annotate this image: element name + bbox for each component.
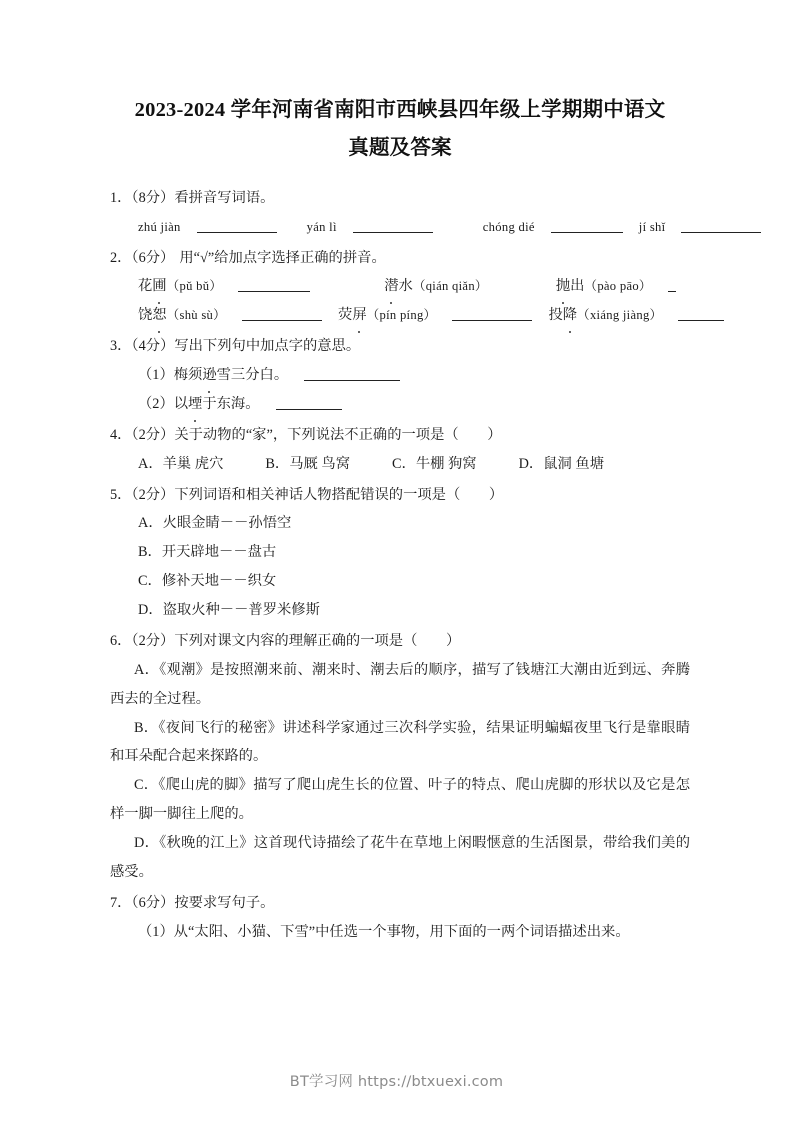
option-5-a-text: 火眼金睛－－孙悟空 — [162, 515, 292, 532]
page-title — [110, 92, 690, 168]
question-1-pinyin-row — [138, 213, 690, 242]
option-6-a-label: A． — [134, 661, 160, 678]
option-6-a[interactable] — [110, 656, 690, 714]
question-3-sub-2 — [138, 390, 690, 419]
word-raoshu-a: 饶 — [138, 307, 153, 324]
question-5-score: （2分） — [131, 486, 175, 503]
option-4-a-label: A． — [138, 455, 163, 472]
option-5-b-label: B． — [138, 544, 162, 561]
question-6 — [110, 627, 690, 887]
option-5-d-label: D． — [138, 602, 163, 619]
pinyin-jishi: jí shǐ — [638, 219, 666, 234]
dotted-char-yin: 堙 — [188, 390, 202, 419]
sub-text-3-2-before: 以 — [173, 395, 189, 412]
option-5-c[interactable] — [138, 567, 690, 596]
pinyin-choice-pubu: （pǔ bǔ） — [166, 279, 223, 294]
option-4-b-text: 马厩 鸟窝 — [289, 455, 350, 472]
question-4-score: （2分） — [131, 426, 175, 443]
sub-text-7-1: 从“太阳、小猫、下雪”中任选一个事物，用下面的一两个词语描述出来。 — [173, 923, 630, 940]
title-line-1: 2023-2024 学年河南省南阳市西峡县四年级上学期期中语文 — [134, 99, 666, 121]
question-3-number: 3． — [110, 338, 132, 355]
answer-blank-3[interactable] — [551, 219, 623, 233]
question-5-stem — [110, 481, 690, 510]
question-4-number: 4． — [110, 426, 132, 443]
pinyin-choice-pinping: （pín píng） — [366, 308, 437, 323]
option-5-b-text: 开天辟地－－盘古 — [161, 544, 277, 561]
option-6-d[interactable] — [110, 829, 690, 887]
option-5-c-text: 修补天地－－织女 — [161, 573, 277, 590]
option-6-d-label: D． — [134, 835, 160, 852]
option-5-a-label: A． — [138, 515, 163, 532]
option-5-d-text: 盗取火种－－普罗米修斯 — [162, 602, 320, 619]
question-7-text: 按要求写句子。 — [174, 894, 275, 911]
sub-text-3-1-before: 梅须 — [173, 367, 203, 384]
question-6-text: 下列对课文内容的理解正确的一项是（ ） — [174, 632, 461, 649]
option-5-d[interactable] — [138, 596, 690, 625]
option-6-b-label: B． — [134, 719, 159, 736]
pinyin-chongdie: chóng dié — [482, 219, 535, 234]
question-1-stem — [110, 184, 690, 213]
pinyin-choice-qianqian: （qián qiǎn） — [412, 279, 488, 294]
option-4-d-text: 鼠洞 鱼塘 — [543, 455, 604, 472]
sub-text-3-1-after: 雪三分白。 — [216, 367, 289, 384]
pinyin-zhujian: zhú jiàn — [138, 219, 181, 234]
question-3-sub-1 — [138, 361, 690, 390]
word-paochu-dotted: 抛 — [556, 272, 570, 301]
word-toujiang-a: 投 — [548, 307, 563, 324]
question-2-number: 2． — [110, 249, 132, 266]
option-5-b[interactable] — [138, 538, 690, 567]
option-6-c[interactable] — [110, 771, 690, 829]
question-4-stem — [110, 421, 690, 450]
option-6-d-text: 《秋晚的江上》这首现代诗描绘了花牛在草地上闲暇惬意的生活图景，带给我们美的感受。 — [110, 835, 690, 880]
question-1-text: 看拼音写词语。 — [174, 189, 275, 206]
question-3 — [110, 332, 690, 419]
question-3-score: （4分） — [131, 338, 175, 355]
question-4 — [110, 421, 690, 479]
option-4-b-label: B． — [265, 455, 290, 472]
sub-text-3-2-after: 于东海。 — [202, 395, 260, 412]
pinyin-choice-paopao: （pào pāo） — [584, 279, 652, 294]
question-7-number: 7． — [110, 894, 132, 911]
answer-blank-q2-2[interactable] — [668, 278, 676, 292]
sub-label-7-1: （1） — [138, 923, 174, 940]
answer-blank-4[interactable] — [681, 219, 761, 233]
question-2-stem — [110, 244, 690, 273]
answer-blank-q3-1[interactable] — [304, 367, 400, 381]
question-7-score: （6分） — [131, 894, 175, 911]
option-6-a-text: 《观潮》是按照潮来前、潮来时、潮去后的顺序，描写了钱塘江大潮由近到远、奔腾西去的全过程。 — [110, 661, 690, 707]
question-2-row-2 — [138, 301, 690, 330]
answer-blank-q2-3[interactable] — [242, 307, 322, 321]
question-5 — [110, 481, 690, 625]
option-4-c[interactable] — [392, 450, 477, 479]
answer-blank-q3-2[interactable] — [276, 396, 342, 410]
option-6-c-label: C． — [134, 777, 159, 794]
word-qianshui-dotted: 潜 — [384, 272, 398, 301]
question-7 — [110, 889, 690, 947]
dotted-char-xun: 逊 — [202, 361, 216, 390]
answer-blank-q2-4[interactable] — [452, 307, 532, 321]
option-4-d-label: D． — [518, 455, 544, 472]
word-yingping-dotted: 屏 — [352, 301, 366, 330]
option-4-b[interactable] — [265, 450, 350, 479]
option-4-a-text: 羊巢 虎穴 — [162, 455, 224, 472]
word-qianshui-b: 水 — [398, 278, 413, 295]
option-6-c-text: 《爬山虎的脚》描写了爬山虎生长的位置、叶子的特点、爬山虎脚的形状以及它是怎样一脚一脚往上爬的。 — [110, 777, 690, 823]
word-toujiang-dotted: 降 — [563, 301, 577, 330]
question-7-sub-1 — [138, 918, 690, 947]
question-1-score: （8分） — [131, 189, 175, 206]
pinyin-yanli: yán lì — [306, 219, 337, 234]
option-6-b[interactable] — [110, 714, 690, 772]
word-paochu-b: 出 — [570, 278, 585, 295]
document-content — [110, 92, 690, 949]
word-yingping-a: 荧 — [338, 307, 353, 324]
word-huapu-a: 花 — [138, 278, 153, 295]
question-2-score: （6分） — [131, 249, 175, 266]
option-4-a[interactable] — [138, 450, 223, 479]
question-5-number: 5． — [110, 486, 132, 503]
question-1-number: 1． — [110, 189, 132, 206]
question-2-row-1 — [138, 272, 690, 301]
footer-watermark: BT学习网 https://btxuexi.com — [289, 1074, 504, 1090]
word-huapu-dotted: 圃 — [152, 272, 166, 301]
word-raoshu-dotted: 恕 — [152, 301, 166, 330]
question-7-stem — [110, 889, 690, 918]
question-1 — [110, 184, 690, 242]
question-3-stem — [110, 332, 690, 361]
question-6-number: 6． — [110, 632, 132, 649]
option-4-c-text: 牛棚 狗窝 — [415, 455, 477, 472]
answer-blank-1[interactable] — [197, 219, 277, 233]
question-6-stem — [110, 627, 690, 656]
question-6-score: （2分） — [131, 632, 175, 649]
sub-label-3-2: （2） — [138, 395, 174, 412]
option-6-b-text: 《夜间飞行的秘密》讲述科学家通过三次科学实验，结果证明蝙蝠夜里飞行是靠眼睛和耳朵配合起来探路的。 — [110, 719, 690, 765]
pinyin-choice-xiangjiang: （xiáng jiàng） — [577, 308, 663, 323]
pinyin-choice-shusu: （shù sù） — [166, 308, 227, 323]
answer-blank-q2-5[interactable] — [678, 307, 724, 321]
question-4-options — [138, 450, 690, 479]
option-4-d[interactable] — [519, 450, 604, 479]
question-5-text: 下列词语和相关神话人物搭配错误的一项是（ ） — [174, 486, 504, 503]
answer-blank-q2-1[interactable] — [238, 278, 310, 292]
question-4-text: 关于动物的“家”，下列说法不正确的一项是（ ） — [174, 426, 502, 443]
answer-blank-2[interactable] — [353, 219, 433, 233]
option-5-c-label: C． — [138, 573, 162, 590]
option-5-a[interactable] — [138, 509, 690, 538]
title-line-2: 真题及答案 — [348, 136, 452, 159]
sub-label-3-1: （1） — [138, 367, 174, 384]
question-3-text: 写出下列句中加点字的意思。 — [174, 338, 361, 355]
question-2 — [110, 244, 690, 331]
question-2-text: 用“√”给加点字选择正确的拼音。 — [179, 249, 386, 266]
option-4-c-label: C． — [392, 455, 416, 472]
